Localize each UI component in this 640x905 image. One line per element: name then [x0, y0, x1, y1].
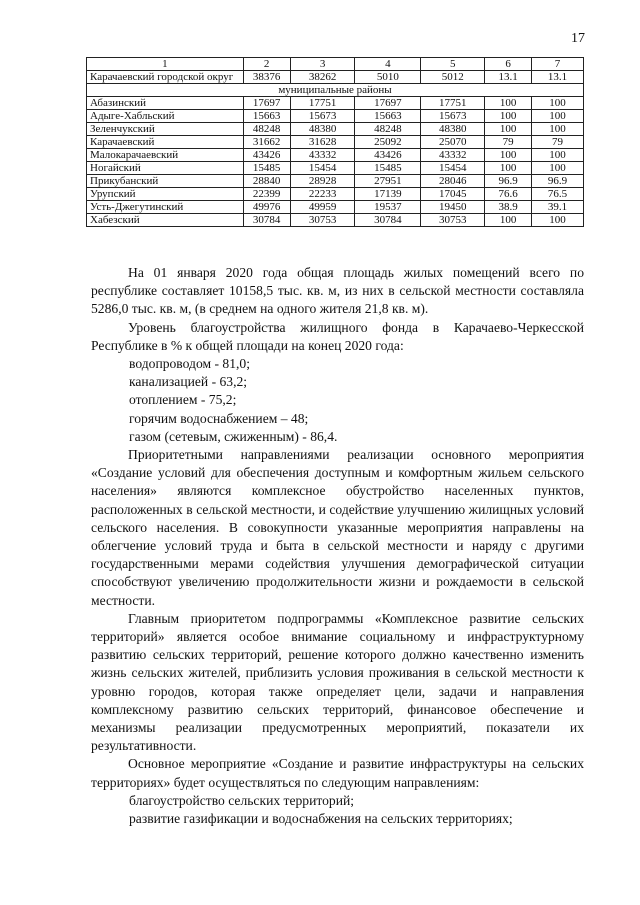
table-cell: 100 — [532, 110, 584, 123]
table-cell: 39.1 — [532, 201, 584, 214]
table-cell: 100 — [485, 97, 532, 110]
table-cell: 5010 — [355, 71, 421, 84]
table-header-row — [87, 58, 584, 71]
row-name: Усть-Джегутинский — [87, 201, 244, 214]
paragraph: Главным приоритетом подпрограммы «Комплексное развитие сельских территорий» является особое внимание социальному и инфраструктурному развитию сельских территорий, решение которого должно качественно изменить жизнь сельских жителей, приблизить условия проживания в сельской местности к уровню городов, которая также определяет цели, задачи и направления комплексному развитию сельских территорий, финансовое обеспечение и механизмы реализации предусмотренных мероприятий, показатели их результативности. — [91, 610, 584, 754]
table-cell: 76.5 — [532, 188, 584, 201]
table-cell: 48248 — [355, 123, 421, 136]
row-name: Абазинский — [87, 97, 244, 110]
table-cell: 15454 — [290, 162, 355, 175]
row-name: Малокарачаевский — [87, 149, 244, 162]
body-text — [91, 264, 584, 828]
paragraph: Основное мероприятие «Создание и развитие инфраструктуры на сельских территориях» будет осуществляться по следующим направлениям: — [91, 756, 584, 790]
table-cell: 100 — [485, 162, 532, 175]
list-item: водопроводом - 81,0; — [129, 356, 250, 372]
table-cell: 30784 — [355, 214, 421, 227]
table-cell: 28046 — [421, 175, 485, 188]
table-cell: 49959 — [290, 201, 355, 214]
table-cell: 15663 — [243, 110, 290, 123]
row-name: Ногайский — [87, 162, 244, 175]
list-item: развитие газификации и водоснабжения на сельских территориях; — [129, 811, 513, 827]
table-cell: 17751 — [421, 97, 485, 110]
table-cell: 28928 — [290, 175, 355, 188]
paragraph: Приоритетными направлениями реализации основного мероприятия «Создание условий для обеспечения доступным и комфортным жильем сельского населения» являются комплексное обустройство населенных пунктов, расположенных в сельской местности, и содействие улучшению жилищных условий сельского населения. В совокупности указанные мероприятия направлены на облегчение условий труда и быта в сельской местности и наряду с другими государственными мерами содействия улучшения демографической ситуации способствуют увеличению продолжительности жизни и рождаемости в сельской местности. — [91, 447, 584, 608]
table-cell: 15673 — [421, 110, 485, 123]
section-title: муниципальные районы — [87, 84, 584, 97]
table-cell: 43426 — [355, 149, 421, 162]
table-cell: 38.9 — [485, 201, 532, 214]
table-cell: 48380 — [290, 123, 355, 136]
table-cell: 31628 — [290, 136, 355, 149]
row-name: Урупский — [87, 188, 244, 201]
table-cell: 30753 — [421, 214, 485, 227]
table-cell: 15485 — [243, 162, 290, 175]
housing-stock-table — [86, 57, 584, 227]
table-cell: 30753 — [290, 214, 355, 227]
table-header-cell: 2 — [243, 58, 290, 71]
table-cell: 15663 — [355, 110, 421, 123]
table-header-cell: 1 — [87, 58, 244, 71]
row-name: Карачаевский — [87, 136, 244, 149]
table-cell: 30784 — [243, 214, 290, 227]
row-name: Карачаевский городской округ — [87, 71, 244, 84]
table-row — [87, 214, 584, 227]
table-row — [87, 123, 584, 136]
table-cell: 43332 — [290, 149, 355, 162]
table-cell: 15485 — [355, 162, 421, 175]
table-cell: 100 — [485, 123, 532, 136]
table-cell: 19537 — [355, 201, 421, 214]
table-cell: 17045 — [421, 188, 485, 201]
list-item: отоплением - 75,2; — [129, 392, 237, 408]
table-cell: 48380 — [421, 123, 485, 136]
table-cell: 25092 — [355, 136, 421, 149]
table-cell: 100 — [532, 214, 584, 227]
table-cell: 19450 — [421, 201, 485, 214]
table-cell: 17697 — [355, 97, 421, 110]
table-cell: 49976 — [243, 201, 290, 214]
row-name: Прикубанский — [87, 175, 244, 188]
table-cell: 13.1 — [532, 71, 584, 84]
table-cell: 17697 — [243, 97, 290, 110]
table-row — [87, 188, 584, 201]
table-cell: 100 — [485, 214, 532, 227]
table-header-cell: 3 — [290, 58, 355, 71]
table-cell: 100 — [532, 123, 584, 136]
table-cell: 17139 — [355, 188, 421, 201]
table-cell: 100 — [532, 97, 584, 110]
row-name: Адыге-Хабльский — [87, 110, 244, 123]
table-header-cell: 4 — [355, 58, 421, 71]
list-item: газом (сетевым, сжиженным) - 86,4. — [129, 428, 338, 444]
table-cell: 43332 — [421, 149, 485, 162]
paragraph: На 01 января 2020 года общая площадь жилых помещений всего по республике составляет 10158,5 тыс. кв. м, из них в сельской местности составляла 5286,0 тыс. кв. м, (в среднем на одного жителя 21,8 кв. м). — [91, 265, 584, 317]
table-cell: 79 — [532, 136, 584, 149]
table-cell: 48248 — [243, 123, 290, 136]
table-row — [87, 175, 584, 188]
table-row — [87, 136, 584, 149]
table-cell: 15454 — [421, 162, 485, 175]
row-name: Зеленчукский — [87, 123, 244, 136]
table-cell: 100 — [485, 110, 532, 123]
table-cell: 15673 — [290, 110, 355, 123]
table-header-cell: 7 — [532, 58, 584, 71]
table-cell: 96.9 — [532, 175, 584, 188]
table-row — [87, 162, 584, 175]
table-cell: 79 — [485, 136, 532, 149]
table-row — [87, 97, 584, 110]
table-cell: 28840 — [243, 175, 290, 188]
table-header-cell: 6 — [485, 58, 532, 71]
table-cell: 76.6 — [485, 188, 532, 201]
table-row — [87, 201, 584, 214]
table-cell: 22399 — [243, 188, 290, 201]
list-item: благоустройство сельских территорий; — [129, 792, 355, 808]
page-number: 17 — [571, 31, 585, 46]
table-cell: 38262 — [290, 71, 355, 84]
table-row — [87, 149, 584, 162]
row-name: Хабезский — [87, 214, 244, 227]
table-cell: 5012 — [421, 71, 485, 84]
table-cell: 38376 — [243, 71, 290, 84]
list-item: горячим водоснабжением – 48; — [129, 410, 309, 426]
table-cell: 96.9 — [485, 175, 532, 188]
table-cell: 17751 — [290, 97, 355, 110]
table-cell: 27951 — [355, 175, 421, 188]
table-cell: 43426 — [243, 149, 290, 162]
list-item: канализацией - 63,2; — [129, 374, 248, 390]
table-cell: 25070 — [421, 136, 485, 149]
table-row — [87, 110, 584, 123]
table-cell: 22233 — [290, 188, 355, 201]
table-cell: 31662 — [243, 136, 290, 149]
table-cell: 100 — [485, 149, 532, 162]
paragraph: Уровень благоустройства жилищного фонда в Карачаево-Черкесской Республике в % к общей площади на конец 2020 года: — [91, 319, 584, 353]
table-row — [87, 71, 584, 84]
table-cell: 100 — [532, 149, 584, 162]
table-header-cell: 5 — [421, 58, 485, 71]
section-row — [87, 84, 584, 97]
table-cell: 100 — [532, 162, 584, 175]
table-cell: 13.1 — [485, 71, 532, 84]
